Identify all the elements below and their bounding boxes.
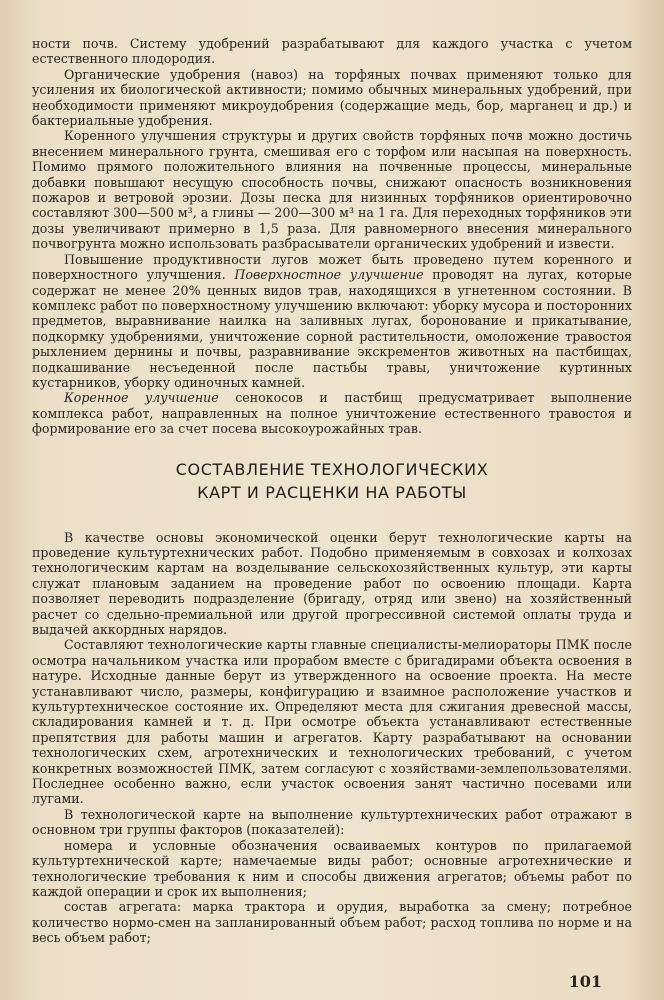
paragraph: В качестве основы экономической оценки берут технологические карты на проведение культуртехнических работ. Подобно применяемым в совхозах и колхозах технологическим картам на возделывание сельскохозяйственных культур, эти карты служат плановым заданием на проведение работ по освоению площади. Карта позволяет переводить подразделение (бригаду, отряд или звено) на хозяйственный расчет со сдельно-премиальной или другой прогрессивной системой оплаты труда и выдачей аккордных нарядов. bbox=[32, 529, 632, 637]
paragraph-text: Повышение продуктивности лугов может быть проведено путем коренного и поверхностного улучшения. bbox=[32, 251, 632, 283]
text-column bbox=[32, 36, 632, 946]
paragraph: ности почв. Систему удобрений разрабатывают для каждого участка с учетом естественного плодородия. bbox=[32, 36, 632, 67]
section-heading bbox=[32, 458, 632, 504]
paragraph: состав агрегата: марка трактора и орудия, выработка за смену; потребное количество нормо-смен на запланированный объем работ; расход топлива по норме и на весь объем работ; bbox=[32, 899, 632, 946]
paragraph-text: сенокосов и пастбищ предусматривает выполнение комплекса работ, направленных на полное уничтожение естественного травостоя и формирование его за счет посева высокоурожайных трав. bbox=[32, 390, 632, 437]
paragraph: В технологической карте на выполнение культуртехнических работ отражают в основном три группы факторов (показателей): bbox=[32, 806, 632, 838]
page-number: 101 bbox=[568, 972, 602, 991]
paragraph-text: проводят на лугах, которые содержат не менее 20% ценных видов трав, находящихся в угнетенном состоянии. В комплекс работ по поверхностному улучшению включают: уборку мусора и посторонних предметов, выравнивание наилка на заливных лугах, боронование и прикатывание, подкормку удобрениями, уничтожение сорной растительности, омоложение травостоя рыхлением дернины и почвы, разравнивание экскрементов животных на пастбищах, подкашивание несъеденной после пастьбы травы, уничтожение куртинных кустарников, уборку одиночных камней. bbox=[32, 267, 632, 390]
paragraph bbox=[32, 252, 632, 391]
italic-term: Поверхностное улучшение bbox=[234, 267, 424, 283]
paragraph: номера и условные обозначения осваиваемых контуров по прилагаемой культуртехнической карте; намечаемые виды работ; основные агротехнические и технологические требования к ним и способы движения агрегатов; объемы работ по каждой операции и срок их выполнения; bbox=[32, 837, 632, 899]
heading-line: КАРТ И РАСЦЕНКИ НА РАБОТЫ bbox=[197, 482, 467, 502]
paragraph bbox=[32, 390, 632, 436]
heading-line: СОСТАВЛЕНИЕ ТЕХНОЛОГИЧЕСКИХ bbox=[175, 459, 489, 479]
paragraph: Составляют технологические карты главные специалисты-мелиораторы ПМК после осмотра начальником участка или прорабом вместе с бригадирами объекта освоения в натуре. Исходные данные берут из утвержденного на освоение проекта. На месте устанавливают число, размеры, конфигурацию и взаимное расположение участков и культуртехническое состояние их. Определяют места для сжигания древесной массы, складирования камней и т. д. При осмотре объекта устанавливают естественные препятствия для работы машин и агрегатов. Карту разрабатывают на основании технологических схем, агротехнических и технологических требований, с учетом конкретных возможностей ПМК, затем согласуют с хозяйствами-землепользователями. Последнее особенно важно, если участок освоения занят частично посевами или лугами. bbox=[32, 637, 632, 807]
paragraph: Органические удобрения (навоз) на торфяных почвах применяют только для усиления их биологической активности; помимо обычных минеральных удобрений, при необходимости применяют микроудобрения (содержащие медь, бор, марганец и др.) и бактериальные удобрения. bbox=[32, 66, 632, 129]
italic-term: Коренное улучшение bbox=[64, 390, 219, 406]
paragraph: Коренного улучшения структуры и других свойств торфяных почв можно достичь внесением минерального грунта, смешивая его с торфом или насыпая на поверхность. Помимо прямого положительного влияния на почвенные процессы, минеральные добавки повышают несущую способность почвы, снижают опасность возникновения пожаров и ветровой эрозии. Дозы песка для низинных торфяников ориентировочно составляют 300—500 м³, а глины — 200—300 м³ на 1 га. Для переходных торфяников эти дозы увеличивают примерно в 1,5 раза. Для равномерного внесения минерального почвогрунта можно использовать разбрасыватели органических удобрений и извести. bbox=[32, 128, 632, 252]
